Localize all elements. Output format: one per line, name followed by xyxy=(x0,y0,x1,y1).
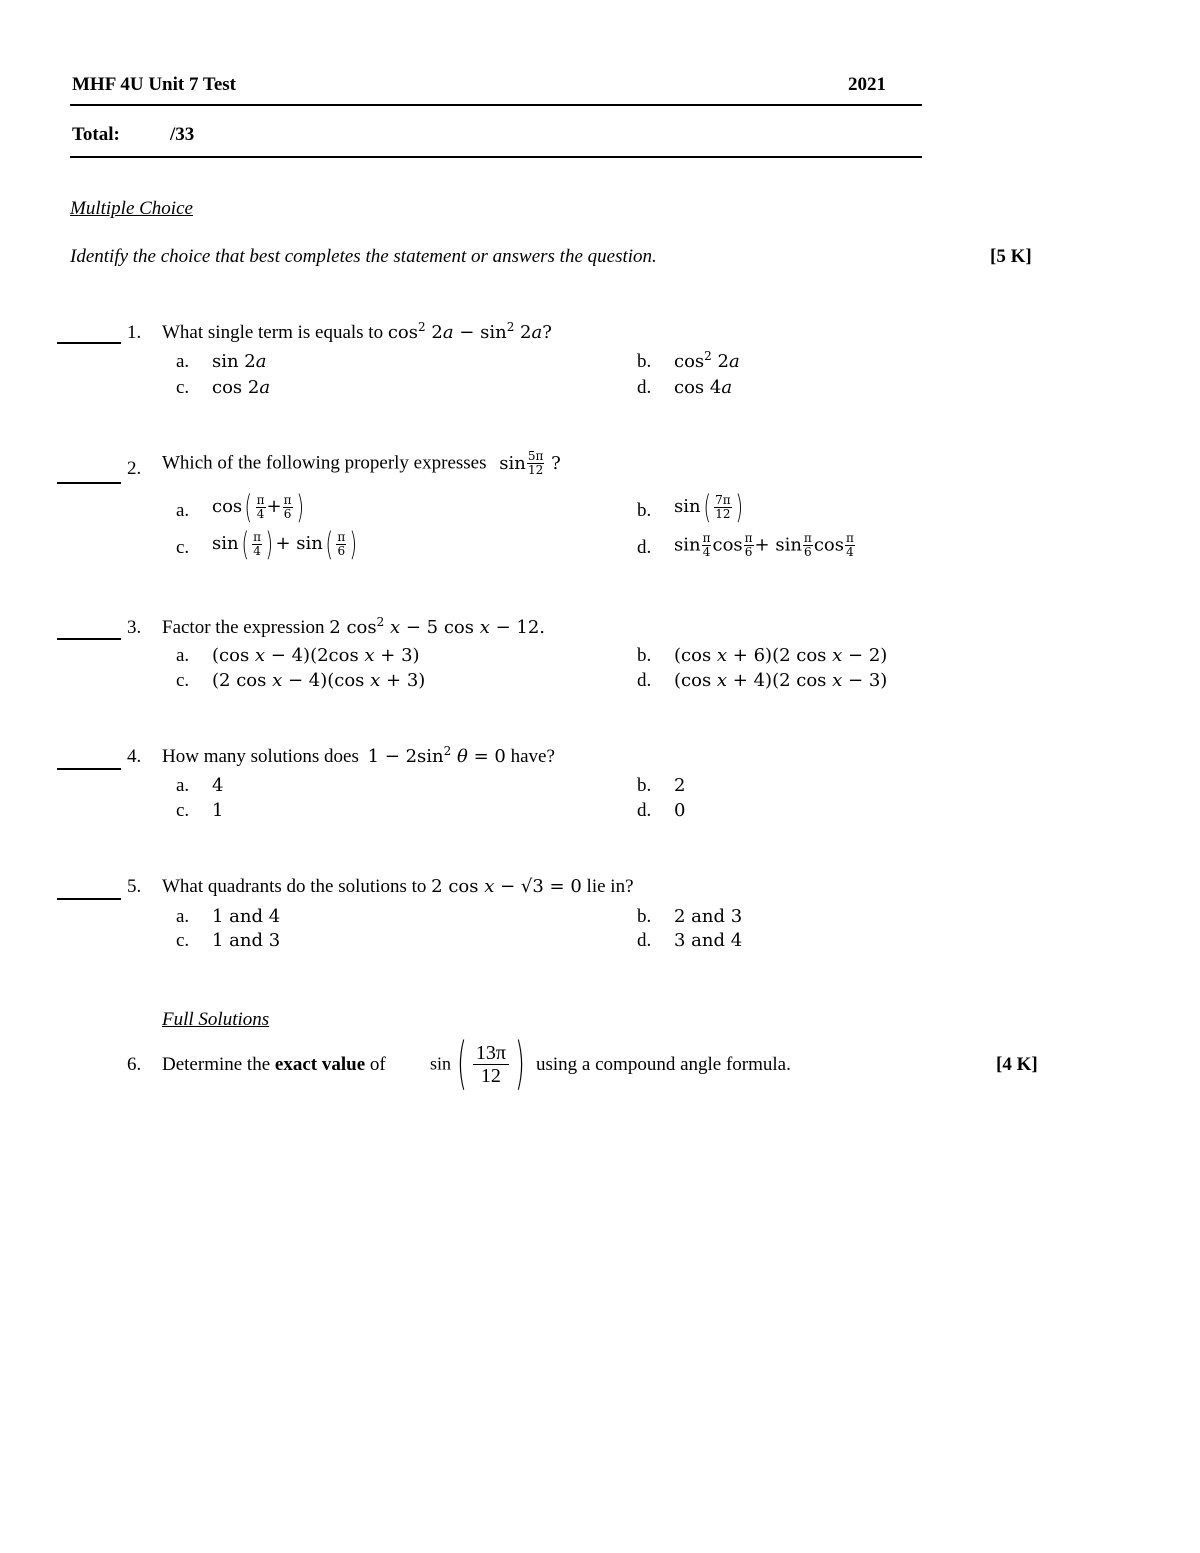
answer-blank-q4[interactable] xyxy=(57,768,121,770)
option-letter: d. xyxy=(637,377,652,398)
question-number: 2. xyxy=(127,458,142,479)
q6-text-mid: of xyxy=(369,1054,386,1075)
question-1-math: $\cos^2 2a - \sin^2 2a$? xyxy=(387,320,552,343)
option-letter: c. xyxy=(176,670,190,691)
q1-option-d[interactable]: cos 4a xyxy=(674,377,733,398)
q4-option-d[interactable]: 0 xyxy=(674,800,686,821)
option-letter: b. xyxy=(637,645,652,666)
question-text: What quadrants do the solutions to xyxy=(162,876,427,897)
q5-option-b[interactable]: 2 and 3 xyxy=(674,906,743,927)
question-4-math: $1 - 2\sin^2$ θ = 0 xyxy=(367,744,506,767)
option-letter: b. xyxy=(637,906,652,927)
option-letter: b. xyxy=(637,500,652,521)
test-title: MHF 4U Unit 7 Test xyxy=(72,74,236,95)
question-text-after: have? xyxy=(510,746,555,767)
q6-text-before: Determine the xyxy=(162,1054,271,1075)
question-number: 6. xyxy=(127,1054,142,1075)
option-letter: b. xyxy=(637,775,652,796)
total-value: /33 xyxy=(170,124,195,145)
answer-blank-q5[interactable] xyxy=(57,898,121,900)
option-letter: a. xyxy=(176,351,190,372)
option-letter: d. xyxy=(637,537,652,558)
q6-marks: [4 K] xyxy=(996,1054,1038,1075)
q6-numerator: 13π xyxy=(475,1041,506,1064)
question-2-math: sin $\frac{5\pi}{12}$ ? xyxy=(499,449,561,477)
q1-option-a[interactable]: sin 2a xyxy=(212,351,267,372)
q3-option-d[interactable]: (cos x + 4)(2 cos x − 3) xyxy=(674,670,888,691)
option-letter: c. xyxy=(176,537,190,558)
option-letter: a. xyxy=(176,906,190,927)
header-rule-bottom xyxy=(70,156,922,158)
q1-option-c[interactable]: cos 2a xyxy=(212,377,271,398)
q3-option-c[interactable]: (2 cos x − 4)(cos x + 3) xyxy=(212,670,426,691)
mc-instructions: Identify the choice that best completes the statement or answers the question. xyxy=(70,246,657,267)
question-text-after: lie in? xyxy=(586,876,634,897)
option-letter: a. xyxy=(176,500,190,521)
question-text: Factor the expression xyxy=(162,617,325,638)
question-2-text xyxy=(162,450,561,477)
question-text: How many solutions does xyxy=(162,746,359,767)
q3-option-a[interactable]: (cos x − 4)(2cos x + 3) xyxy=(212,645,420,666)
question-3-math: 2 $\cos^2 x - 5$ cos x − 12. xyxy=(329,615,546,638)
header-rule-top xyxy=(70,104,922,106)
q3-option-b[interactable]: (cos x + 6)(2 cos x − 2) xyxy=(674,645,888,666)
answer-blank-q1[interactable] xyxy=(57,342,121,344)
q1-option-b[interactable]: $\cos^2 2a$ xyxy=(674,349,740,372)
section-heading-multiple-choice: Multiple Choice xyxy=(70,198,193,219)
test-year: 2021 xyxy=(848,74,886,95)
question-6-text xyxy=(162,1054,386,1076)
question-number: 1. xyxy=(127,322,142,343)
question-5-math: 2 cos x − √3 = 0 xyxy=(431,876,582,897)
option-letter: d. xyxy=(637,800,652,821)
question-text: Which of the following properly expresses xyxy=(162,452,487,474)
option-letter: d. xyxy=(637,930,652,951)
section-heading-full-solutions: Full Solutions xyxy=(162,1009,270,1030)
q2-option-c[interactable]: sin( $\frac{\pi}{4}$ ) + sin( $\frac{\pi}{6}$ ) xyxy=(212,525,358,563)
answer-blank-q3[interactable] xyxy=(57,638,121,640)
option-letter: d. xyxy=(637,670,652,691)
answer-blank-q2[interactable] xyxy=(57,482,121,484)
question-3-text xyxy=(162,617,545,639)
option-letter: a. xyxy=(176,645,190,666)
option-letter: b. xyxy=(637,351,652,372)
question-number: 4. xyxy=(127,746,142,767)
total-label: Total: xyxy=(72,124,120,145)
q2-option-b[interactable]: sin( $\frac{7\pi}{12}$ ) xyxy=(674,488,743,526)
q5-option-d[interactable]: 3 and 4 xyxy=(674,930,743,951)
option-letter: c. xyxy=(176,377,190,398)
question-text: What single term is equals to xyxy=(162,322,384,343)
q4-option-b[interactable]: 2 xyxy=(674,775,686,796)
q6-bold-text: exact value xyxy=(274,1054,366,1075)
q6-text-after: using a compound angle formula. xyxy=(536,1054,791,1075)
q4-option-a[interactable]: 4 xyxy=(212,775,224,796)
q6-expression: sin ( $\frac{13\pi}{12}$ ) xyxy=(430,1031,525,1096)
q6-func: sin xyxy=(430,1053,452,1074)
question-4-text xyxy=(162,746,555,768)
q4-option-c[interactable]: 1 xyxy=(212,800,224,821)
option-letter: a. xyxy=(176,775,190,796)
question-5-text xyxy=(162,876,634,898)
question-1-text xyxy=(162,322,552,344)
q6-denominator: 12 xyxy=(480,1064,501,1087)
question-number: 3. xyxy=(127,617,142,638)
q2-option-a[interactable]: cos( $\frac{\pi}{4}$ + $\frac{\pi}{6}$ ) xyxy=(212,488,304,526)
option-letter: c. xyxy=(176,930,190,951)
mc-marks: [5 K] xyxy=(990,246,1032,267)
q5-option-c[interactable]: 1 and 3 xyxy=(212,930,281,951)
option-letter: c. xyxy=(176,800,190,821)
q5-option-a[interactable]: 1 and 4 xyxy=(212,906,281,927)
q2-option-d[interactable]: sin $\frac{\pi}{4}$ cos $\frac{\pi}{6}$ + sin $\frac{\pi}{6}$ cos $\frac{\pi}{4}$ xyxy=(674,531,854,559)
question-number: 5. xyxy=(127,876,142,897)
